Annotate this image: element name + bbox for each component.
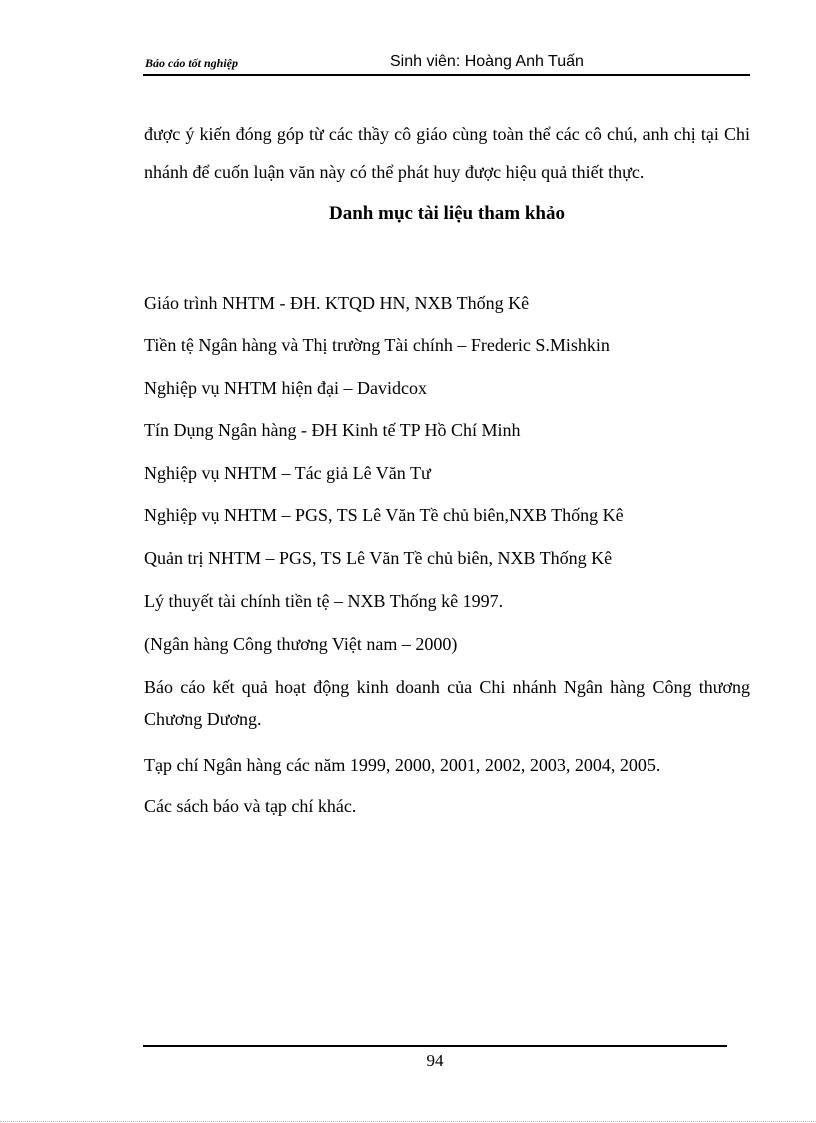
header-divider	[143, 74, 750, 76]
reference-item: Tạp chí Ngân hàng các năm 1999, 2000, 2001, 2002, 2003, 2004, 2005.	[144, 755, 661, 775]
page-number: 94	[426, 1051, 444, 1070]
reference-item: Nghiệp vụ NHTM – Tác giả Lê Văn Tư	[144, 463, 431, 483]
reference-item: Tín Dụng Ngân hàng - ĐH Kinh tế TP Hồ Chí Minh	[144, 420, 521, 440]
reference-item: Lý thuyết tài chính tiền tệ – NXB Thống kê 1997.	[144, 591, 504, 611]
reference-item: Báo cáo kết quả hoạt động kinh doanh của Chi nhánh Ngân hàng Công thương Chương Dương.	[144, 677, 750, 729]
footer-divider	[143, 1045, 727, 1047]
reference-item: Các sách báo và tạp chí khác.	[144, 796, 357, 816]
header-document-title: Báo cáo tốt nghiệp	[145, 56, 239, 70]
intro-paragraph: được ý kiến đóng góp từ các thầy cô giáo cùng toàn thể các cô chú, anh chị tại Chi nhánh để cuốn luận văn này có thể phát huy được hiệu quả thiết thực.	[144, 124, 750, 182]
reference-item: Quản trị NHTM – PGS, TS Lê Văn Tề chủ biên, NXB Thống Kê	[144, 548, 613, 568]
reference-item: (Ngân hàng Công thương Việt nam – 2000)	[144, 634, 458, 654]
section-title: Danh mục tài liệu tham khảo	[329, 203, 565, 224]
reference-item: Tiền tệ Ngân hàng và Thị trường Tài chính – Frederic S.Mishkin	[144, 335, 610, 355]
reference-item: Giáo trình NHTM - ĐH. KTQD HN, NXB Thống Kê	[144, 293, 530, 313]
reference-item: Nghiệp vụ NHTM hiện đại – Davidcox	[144, 378, 427, 398]
header-student-name: Sinh viên: Hoàng Anh Tuấn	[390, 53, 584, 70]
page-edge-divider	[0, 1121, 816, 1122]
reference-item: Nghiệp vụ NHTM – PGS, TS Lê Văn Tề chủ biên,NXB Thống Kê	[144, 505, 624, 525]
